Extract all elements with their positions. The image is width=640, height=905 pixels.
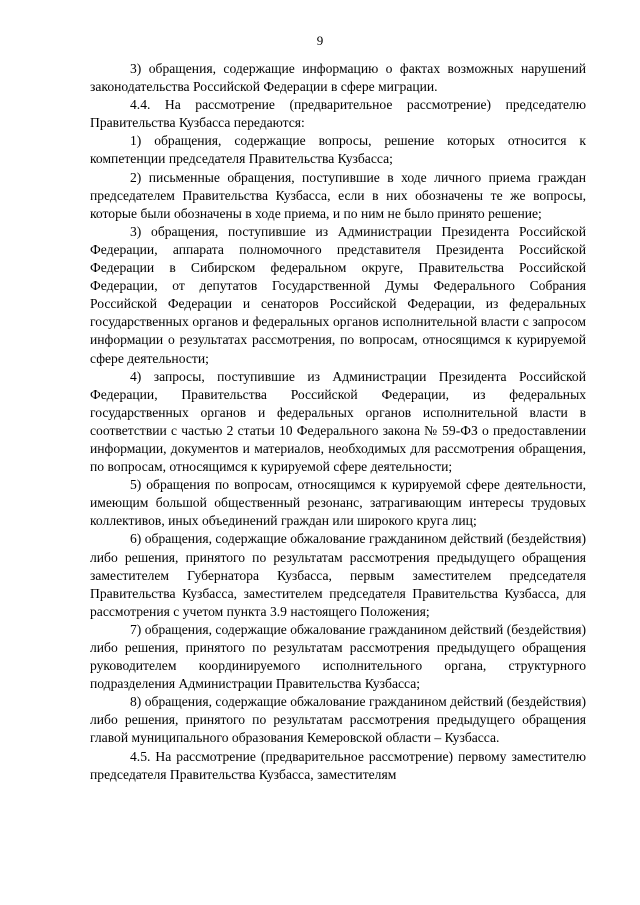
paragraph-item-3-migration: 3) обращения, содержащие информацию о фактах возможных нарушений законодательства Российской Федерации в сфере миграции.	[90, 61, 586, 95]
paragraph-item-7: 7) обращения, содержащие обжалование гражданином действий (бездействия) либо решения, принятого по результатам рассмотрения предыдущего обращения руководителем координируемого исполнительного органа, структурного подразделения Администрации Правительства Кузбасса;	[90, 621, 586, 692]
paragraph-section-4-4: 4.4. На рассмотрение (предварительное рассмотрение) председателю Правительства Кузбасса передаются:	[90, 97, 586, 131]
paragraph-item-3: 3) обращения, поступившие из Администрации Президента Российской Федерации, аппарата полномочного представителя Президента Российской Федерации в Сибирском федеральном округе, Правительства Российской Федерации, от депутатов Государственной Думы Федерального Собрания Российской Федерации и сенаторов Российской Федерации, из федеральных государственных органов и федеральных органов исполнительной власти с запросом информации о результатах рассмотрения, по вопросам, относящимся к курируемой сфере деятельности;	[90, 223, 586, 366]
paragraph-item-4: 4) запросы, поступившие из Администрации Президента Российской Федерации, Правительства Российской Федерации, из федеральных государственных органов и федеральных органов исполнительной власти в соответствии с частью 2 статьи 10 Федерального закона № 59-ФЗ о предоставлении информации, документов и материалов, необходимых для рассмотрения обращения, по вопросам, относящимся к курируемой сфере деятельности;	[90, 368, 586, 475]
paragraph-item-2: 2) письменные обращения, поступившие в ходе личного приема граждан председателем Правительства Кузбасса, если в них обозначены те же вопросы, которые были обозначены в ходе приема, и по ним не было принято решение;	[90, 169, 586, 221]
document-body	[90, 60, 586, 784]
paragraph-item-6: 6) обращения, содержащие обжалование гражданином действий (бездействия) либо решения, принятого по результатам рассмотрения предыдущего обращения заместителем Губернатора Кузбасса, первым заместителем председателя Правительства Кузбасса, заместителем председателя Правительства Кузбасса, для рассмотрения с учетом пункта 3.9 настоящего Положения;	[90, 531, 586, 619]
paragraph-item-8: 8) обращения, содержащие обжалование гражданином действий (бездействия) либо решения, принятого по результатам рассмотрения предыдущего обращения главой муниципального образования Кемеровской области – Кузбасса.	[90, 694, 586, 746]
paragraph-section-4-5: 4.5. На рассмотрение (предварительное рассмотрение) первому заместителю председателя Правительства Кузбасса, заместителям	[90, 748, 586, 782]
page-number: 9	[316, 33, 324, 48]
paragraph-item-1: 1) обращения, содержащие вопросы, решение которых относится к компетенции председателя Правительства Кузбасса;	[90, 133, 586, 167]
paragraph-item-5: 5) обращения по вопросам, относящимся к курируемой сфере деятельности, имеющим большой общественный резонанс, затрагивающим интересы трудовых коллективов, иных объединений граждан или широкого круга лиц;	[90, 477, 586, 529]
